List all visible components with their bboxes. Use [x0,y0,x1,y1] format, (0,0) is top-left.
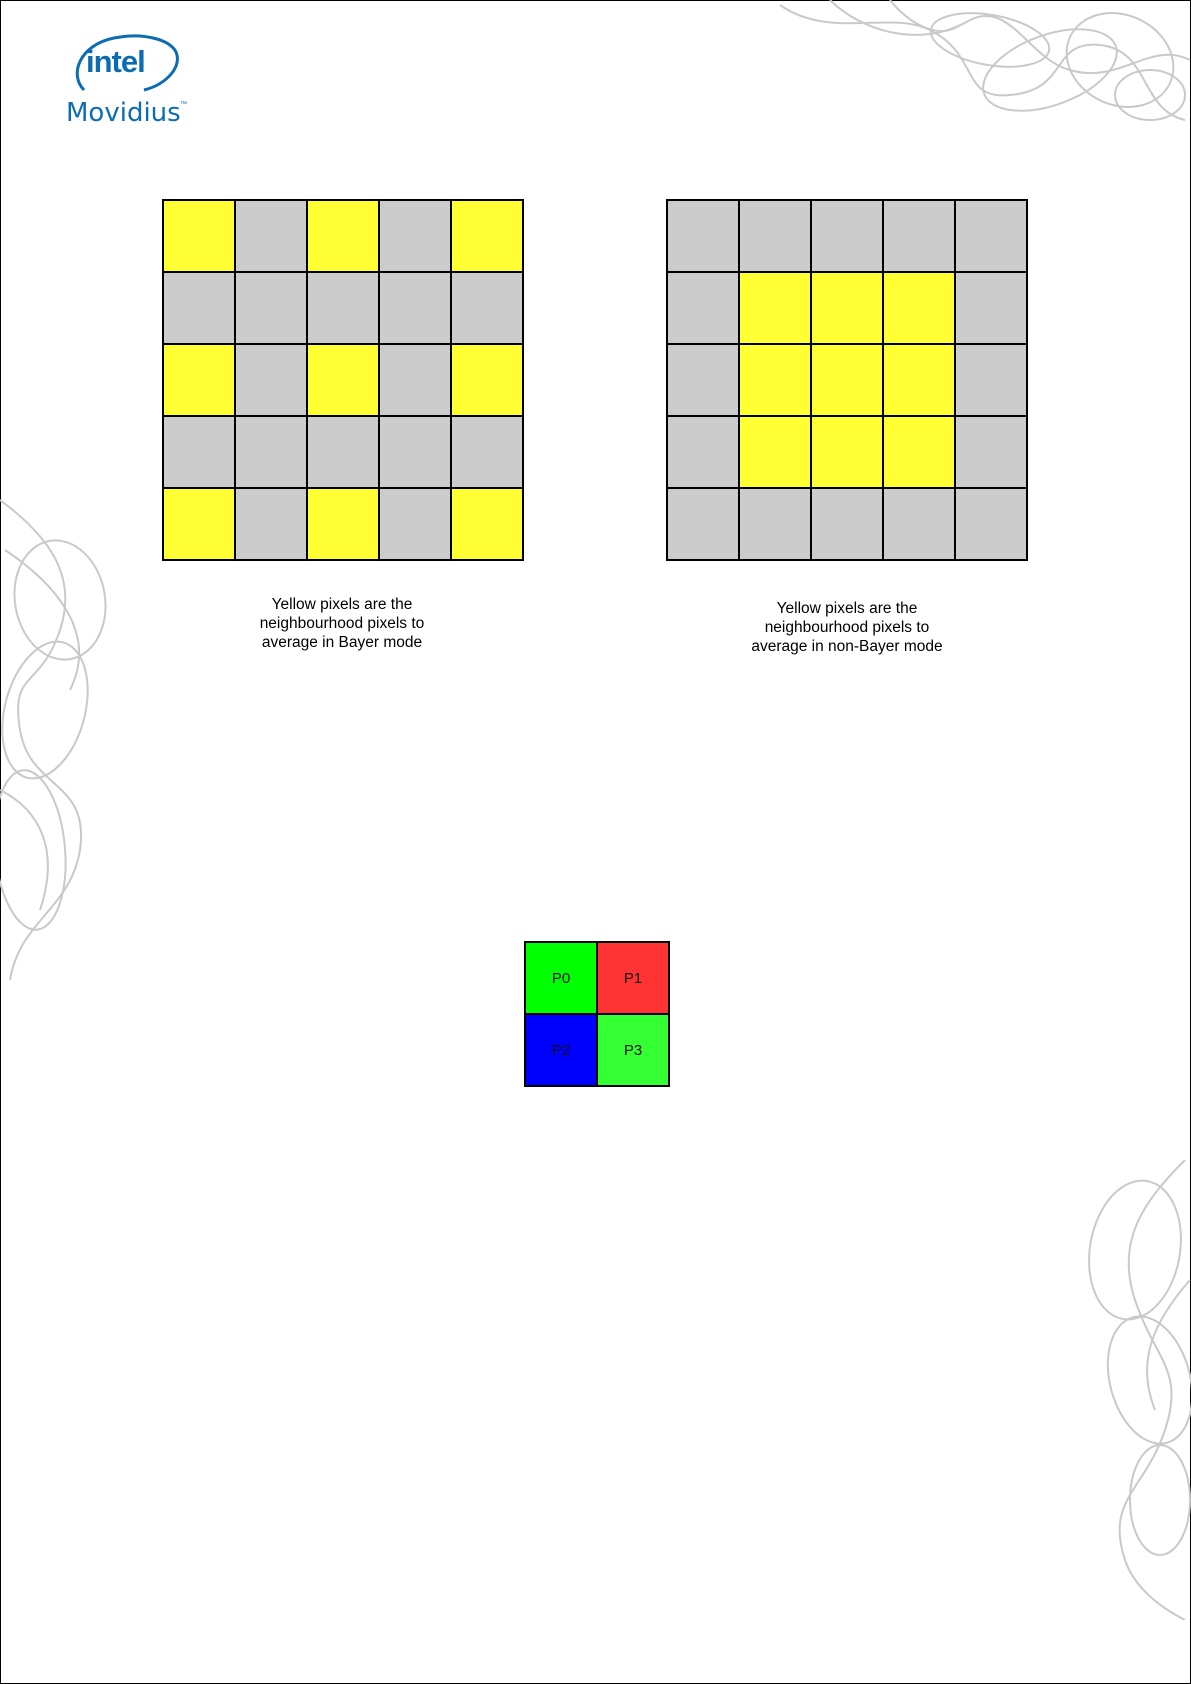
logo-intel-text: intel [86,44,145,79]
nonbayer-cell-gray-r3-c0 [667,416,739,488]
bayer-cell-yellow-r0-c0 [163,200,235,272]
bayer-pixel-label: P2 [551,1041,571,1059]
nonbayer-cell-gray-r0-c1 [739,200,811,272]
nonbayer-cell-gray-r2-c0 [667,344,739,416]
bayer-cell-yellow-r4-c4 [451,488,523,560]
bayer-cell-yellow-r0-c4 [451,200,523,272]
nonbayer-cell-gray-r3-c4 [955,416,1027,488]
bayer-cell-gray-r3-c4 [451,416,523,488]
bayer-cell-yellow-r2-c0 [163,344,235,416]
bayer-cell-gray-r1-c3 [379,272,451,344]
bayer-pixel-p2 [525,1014,597,1086]
logo-trademark: ™ [180,101,187,108]
nonbayer-cell-yellow-r1-c3 [883,272,955,344]
bayer-cell-gray-r1-c1 [235,272,307,344]
bayer-cell-gray-r3-c2 [307,416,379,488]
bayer-cell-gray-r2-c1 [235,344,307,416]
nonbayer-cell-yellow-r3-c2 [811,416,883,488]
intel-movidius-logo [66,30,196,130]
bayer-pixel-label: P0 [551,969,571,987]
bayer-cell-gray-r3-c3 [379,416,451,488]
bayer-neighbourhood-grid [162,199,524,561]
nonbayer-cell-gray-r1-c4 [955,272,1027,344]
nonbayer-neighbourhood-grid [666,199,1028,561]
bayer-cell-gray-r3-c1 [235,416,307,488]
nonbayer-caption: Yellow pixels are the neighbourhood pixels to average in non-Bayer mode [751,600,943,655]
bayer-pixel-label: P1 [623,969,643,987]
nonbayer-cell-gray-r0-c3 [883,200,955,272]
nonbayer-cell-yellow-r1-c1 [739,272,811,344]
nonbayer-cell-yellow-r2-c2 [811,344,883,416]
logo-movidius-text: Movidius [66,98,181,128]
nonbayer-cell-gray-r1-c0 [667,272,739,344]
nonbayer-cell-gray-r0-c2 [811,200,883,272]
nonbayer-cell-gray-r0-c0 [667,200,739,272]
bayer-cell-yellow-r4-c2 [307,488,379,560]
nonbayer-cell-gray-r4-c3 [883,488,955,560]
bayer-cell-gray-r1-c4 [451,272,523,344]
nonbayer-cell-yellow-r3-c3 [883,416,955,488]
decorative-swirl-bottom-right [1075,1160,1191,1620]
nonbayer-cell-gray-r2-c4 [955,344,1027,416]
bayer-cell-yellow-r4-c0 [163,488,235,560]
nonbayer-cell-gray-r4-c1 [739,488,811,560]
nonbayer-cell-gray-r0-c4 [955,200,1027,272]
bayer-cell-yellow-r0-c2 [307,200,379,272]
bayer-pixel-p3 [597,1014,669,1086]
bayer-cell-gray-r0-c3 [379,200,451,272]
nonbayer-cell-gray-r4-c4 [955,488,1027,560]
bayer-cell-gray-r2-c3 [379,344,451,416]
nonbayer-cell-yellow-r3-c1 [739,416,811,488]
nonbayer-cell-yellow-r2-c3 [883,344,955,416]
decorative-swirl-left [0,490,115,990]
nonbayer-cell-gray-r4-c0 [667,488,739,560]
bayer-cell-gray-r4-c3 [379,488,451,560]
bayer-cell-yellow-r2-c2 [307,344,379,416]
nonbayer-cell-yellow-r2-c1 [739,344,811,416]
bayer-cell-gray-r4-c1 [235,488,307,560]
nonbayer-cell-yellow-r1-c2 [811,272,883,344]
bayer-caption: Yellow pixels are the neighbourhood pixels to average in Bayer mode [259,596,425,651]
bayer-2x2-cell [524,941,670,1087]
bayer-pixel-p1 [597,942,669,1014]
bayer-pixel-label: P3 [623,1041,643,1059]
bayer-cell-gray-r1-c0 [163,272,235,344]
bayer-pixel-p0 [525,942,597,1014]
bayer-cell-gray-r0-c1 [235,200,307,272]
bayer-cell-yellow-r2-c4 [451,344,523,416]
nonbayer-cell-gray-r4-c2 [811,488,883,560]
decorative-swirl-top-right [770,0,1191,135]
bayer-cell-gray-r3-c0 [163,416,235,488]
bayer-cell-gray-r1-c2 [307,272,379,344]
